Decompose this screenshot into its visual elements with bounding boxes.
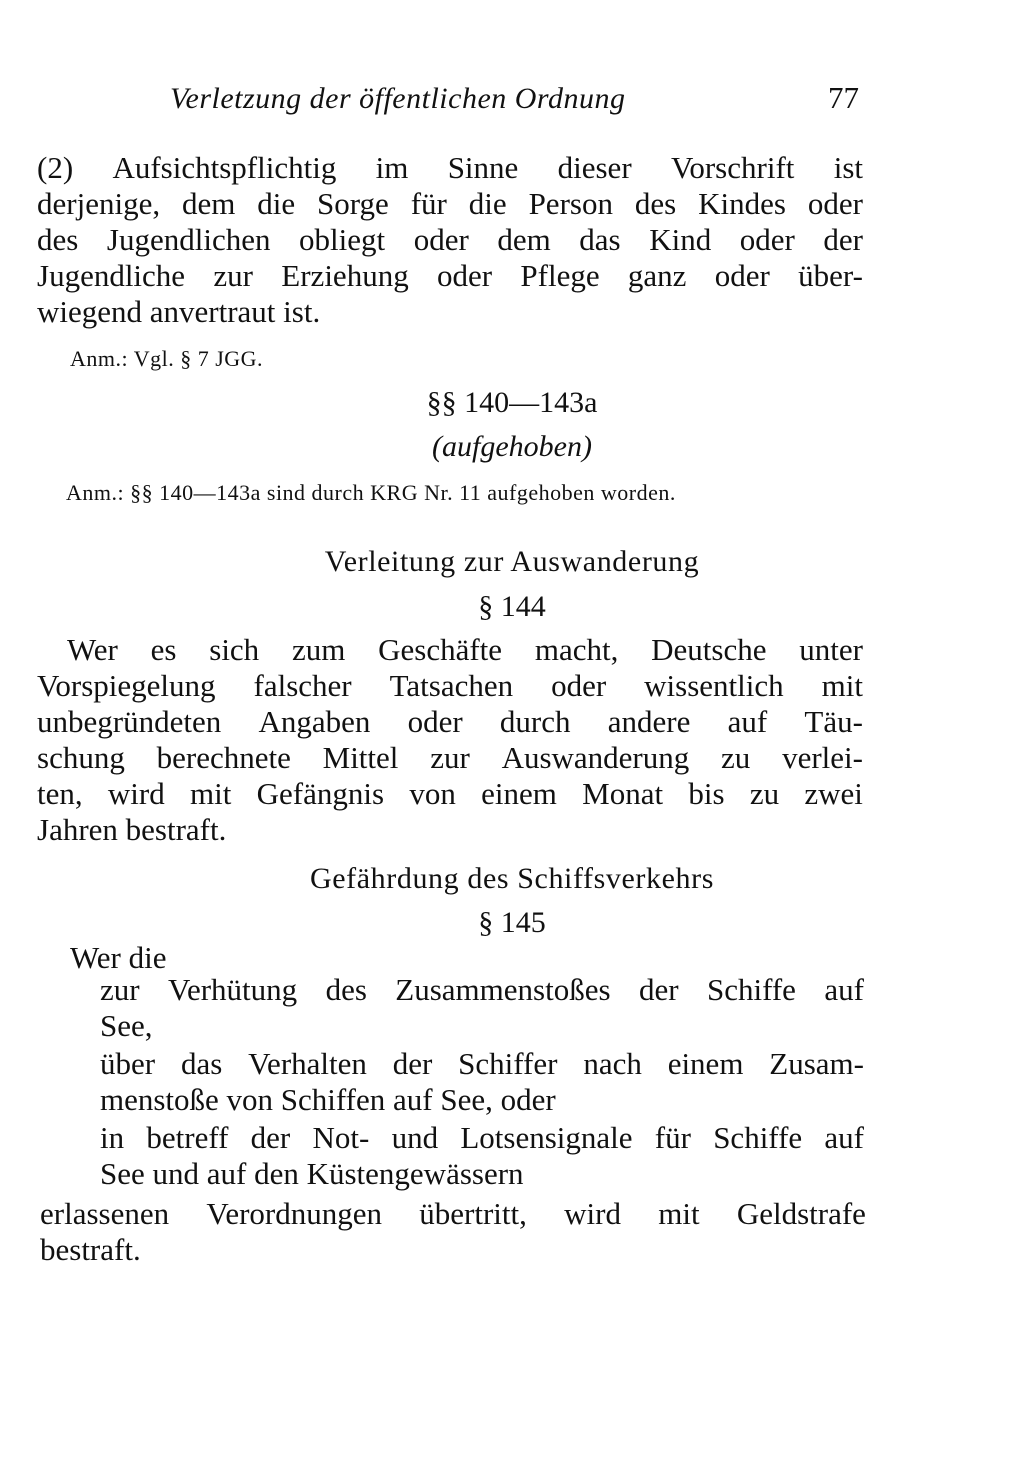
annotation-note: Anm.: §§ 140—143a sind durch KRG Nr. 11 aufgehoben worden.	[66, 480, 676, 505]
paragraph-line: unbegründeten Angaben oder durch andere auf Täu-	[37, 704, 863, 739]
section-number: §§ 140—143a	[426, 386, 598, 419]
paragraph-line: Wer es sich zum Geschäfte macht, Deutsche unter	[67, 632, 863, 667]
list-item	[100, 1120, 864, 1192]
paragraph-line: Vorspiegelung falscher Tatsachen oder wissentlich mit	[37, 668, 863, 703]
running-title: Verletzung der öffentlichen Ordnung	[170, 82, 626, 115]
paragraph-line: Jugendliche zur Erziehung oder Pflege ganz oder über-	[37, 258, 863, 293]
paragraph-line: Jahren bestraft.	[37, 812, 227, 847]
paragraph-line: wiegend anvertraut ist.	[37, 294, 321, 329]
paragraph-line: schung berechnete Mittel zur Auswanderung zu verlei-	[37, 740, 863, 775]
paragraph-line: in betreff der Not- und Lotsensignale für Schiffe auf	[100, 1120, 864, 1155]
section-number: § 144	[478, 590, 546, 623]
page-number: 77	[828, 80, 859, 115]
paragraph-line: erlassenen Verordnungen übertritt, wird mit Geldstrafe	[40, 1196, 866, 1231]
section-status: (aufgehoben)	[432, 430, 592, 463]
paragraph-line: menstoße von Schiffen auf See, oder	[100, 1082, 556, 1117]
section-body	[37, 632, 863, 848]
paragraph-line: See und auf den Küstengewässern	[100, 1156, 524, 1191]
list-item	[100, 972, 864, 1044]
paragraph-line: über das Verhalten der Schiffer nach einem Zusam-	[100, 1046, 864, 1081]
section-intro: Wer die	[70, 940, 167, 975]
list-item	[100, 1046, 864, 1118]
paragraph-line: ten, wird mit Gefängnis von einem Monat bis zu zwei	[37, 776, 863, 811]
section-title: Gefährdung des Schiffsverkehrs	[309, 862, 714, 895]
section-title: Verleitung zur Auswanderung	[324, 545, 700, 578]
paragraph-2	[37, 150, 863, 330]
paragraph-line: derjenige, dem die Sorge für die Person des Kindes oder	[37, 186, 863, 221]
paragraph-line: bestraft.	[40, 1232, 141, 1267]
annotation-note: Anm.: Vgl. § 7 JGG.	[70, 346, 264, 371]
paragraph-line: See,	[100, 1008, 153, 1043]
section-closing	[40, 1196, 866, 1268]
paragraph-line: des Jugendlichen obliegt oder dem das Kind oder der	[37, 222, 863, 257]
paragraph-line: (2) Aufsichtspflichtig im Sinne dieser Vorschrift ist	[37, 150, 863, 185]
paragraph-line: zur Verhütung des Zusammenstoßes der Schiffe auf	[100, 972, 864, 1007]
section-number: § 145	[478, 906, 546, 939]
